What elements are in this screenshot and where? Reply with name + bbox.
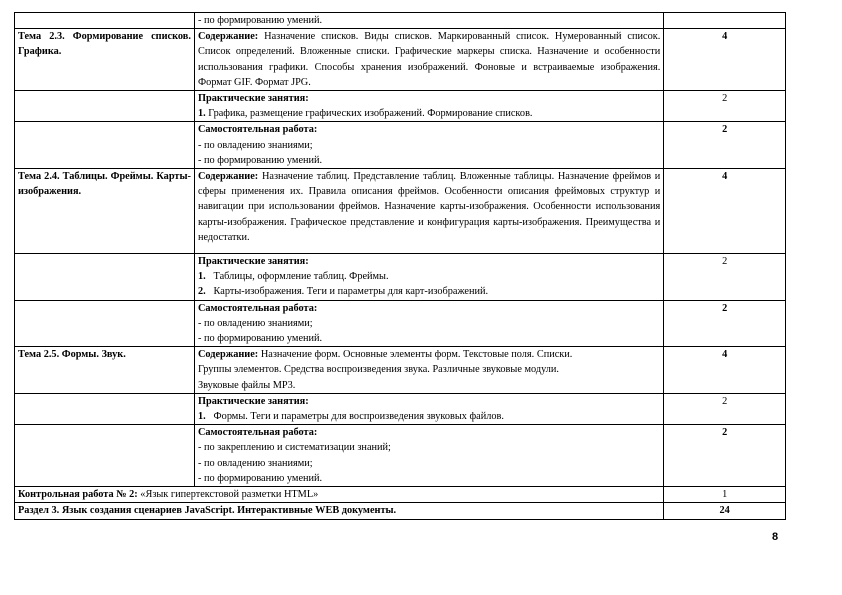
self-work-cell [194,425,663,487]
content-line: Группы элементов. Средства воспроизведения звука. Различные звуковые модули. [197,364,560,376]
item-text: Графика, размещение графических изображений. Формирование списков. [208,108,533,120]
table-row [15,347,786,394]
practice-label: Практические занятия: [197,256,309,268]
self-work-label: Самостоятельная работа: [197,124,318,136]
section-title-cell [15,503,664,519]
topic-cell-empty [15,122,195,169]
list-item: - по формированию умений. [197,333,323,345]
table-row [15,13,786,29]
content-text: Назначение таблиц. Представление таблиц. Вложенные таблицы. Назначение фреймов и сферы применения их. Правила описания фреймов. Особенности описания фреймовых структур и навигации при использовании фреймов. Назначение карты-изображения. Особенности использования карты-изображения. Графическое представление и конфигурация карты-изображения. Преимущества и недостатки. [197,171,661,243]
list-item [198,269,660,284]
item-number: 1. [197,108,206,120]
topic-cell-empty [15,91,195,122]
hours-cell [664,503,786,519]
topic-title-cell [15,29,195,91]
table-row [15,91,786,122]
topic-title-cell [15,169,195,254]
item-number: 2. [197,286,206,298]
table-row [15,393,786,424]
list-item: - по формированию умений. [197,472,323,484]
control-work-label: Контрольная работа № 2: [18,489,138,501]
content-cell [194,29,663,91]
item-text: Таблицы, оформление таблиц. Фреймы. [213,271,389,283]
hours-cell [664,13,786,29]
item-text: Карты-изображения. Теги и параметры для карт-изображений. [213,286,489,298]
list-item [198,284,660,299]
hours-value: 4 [722,31,728,43]
item-number: 1. [197,411,206,423]
list-item: - по овладению знаниями; [197,317,313,329]
topic-title: Тема 2.4. Таблицы. Фреймы. Карты-изображения. [18,171,191,198]
content-text: Назначение форм. Основные элементы форм. Текстовые поля. Списки. [260,349,573,361]
topic-cell-empty [15,254,195,301]
table-row [15,487,786,503]
table-row [15,169,786,254]
content-line: Звуковые файлы MP3. [197,379,296,391]
hours-cell [664,169,786,254]
table-row [15,503,786,519]
hours-cell [664,122,786,169]
self-work-cell [194,122,663,169]
topic-cell-empty [15,13,195,29]
list-item: - по закреплению и систематизации знаний; [197,442,391,454]
practice-cell [194,254,663,301]
hours-value: 2 [722,256,728,268]
hours-value: 1 [722,489,728,501]
hours-value: 2 [722,93,728,105]
hours-cell [664,254,786,301]
table-row [15,254,786,301]
hours-value: 2 [722,395,728,407]
hours-cell [664,393,786,424]
curriculum-table [14,12,786,520]
hours-value: 4 [722,171,728,183]
content-label: Содержание: [197,31,259,43]
hours-value: 24 [719,505,730,517]
item-number: 1. [197,271,206,283]
practice-cell [194,393,663,424]
content-cell [194,13,663,29]
self-work-label: Самостоятельная работа: [197,302,318,314]
hours-cell [664,29,786,91]
topic-title: Тема 2.3. Формирование списков. Графика. [18,31,191,58]
practice-label: Практические занятия: [197,93,309,105]
section-title: Раздел 3. Язык создания сценариев JavaScript. Интерактивные WEB документы. [18,505,397,517]
table-row [15,122,786,169]
table-row [15,29,786,91]
topic-title-cell [15,347,195,394]
hours-cell [664,487,786,503]
hours-cell [664,347,786,394]
topic-cell-empty [15,393,195,424]
hours-value: 4 [722,349,728,361]
control-work-text: «Язык гипертекстовой разметки HTML» [140,489,319,501]
list-item: - по формированию умений. [197,154,323,166]
self-work-cell [194,300,663,347]
hours-cell [664,91,786,122]
content-label: Содержание: [197,171,259,183]
topic-cell-empty [15,300,195,347]
hours-cell [664,300,786,347]
control-work-cell [15,487,664,503]
item-text: Формы. Теги и параметры для воспроизведения звуковых файлов. [213,411,504,423]
content-label: Содержание: [197,349,259,361]
table-row [15,300,786,347]
content-text: Назначение списков. Виды списков. Маркированный список. Нумерованный список. Список определений. Вложенные списки. Графические маркеры списка. Назначение и особенности использования графики. Способы хранения изображений. Фоновые и встраиваемые изображения. Формат GIF. Формат JPG. [197,31,661,88]
table-row [15,425,786,487]
list-item [198,409,660,424]
list-item: - по овладению знаниями; [197,457,313,469]
list-item [198,106,660,121]
topic-title: Тема 2.5. Формы. Звук. [18,349,126,361]
hours-value: 2 [722,302,728,314]
self-work-label: Самостоятельная работа: [197,427,318,439]
list-item: - по формированию умений. [197,15,323,26]
content-cell [194,347,663,394]
content-cell [194,169,663,254]
hours-value: 2 [722,124,728,136]
page-number: 8 [772,531,779,543]
hours-value: 2 [722,427,728,439]
list-item: - по овладению знаниями; [197,139,313,151]
content-line [198,347,660,362]
topic-cell-empty [15,425,195,487]
practice-cell [194,91,663,122]
practice-label: Практические занятия: [197,395,309,407]
hours-cell [664,425,786,487]
